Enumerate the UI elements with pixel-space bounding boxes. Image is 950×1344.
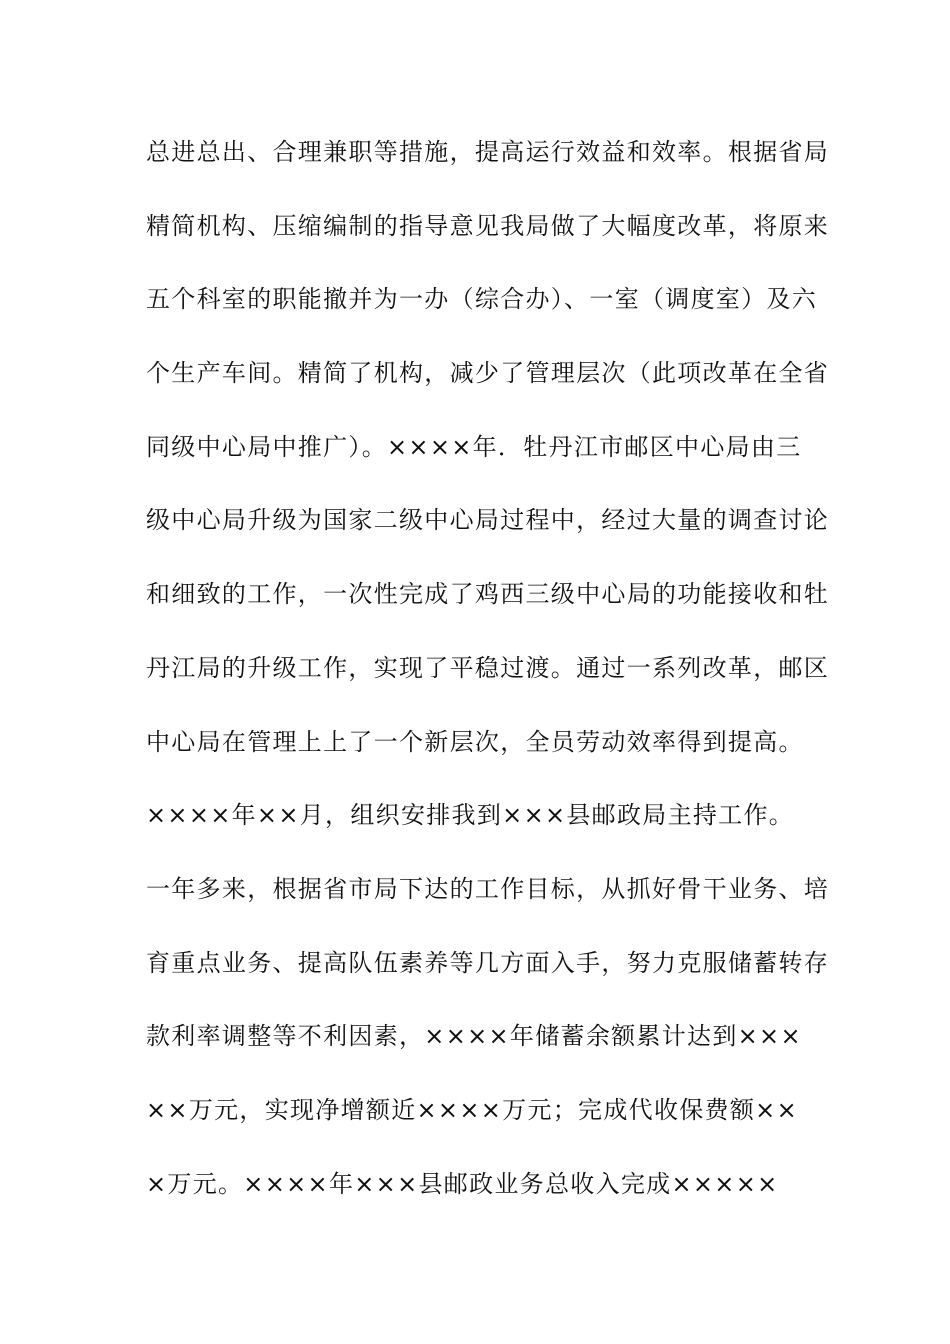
text-line: 和细致的工作，一次性完成了鸡西三级中心局的功能接收和牡 xyxy=(146,580,830,609)
text-line: 五个科室的职能撤并为一办（综合办）、一室（调度室）及六 xyxy=(146,285,818,314)
text-line: 总进总出、合理兼职等措施，提高运行效益和效率。根据省局 xyxy=(146,138,830,166)
text-line: 款利率调整等不利因素，××××年储蓄余额累计达到××× xyxy=(146,1022,802,1051)
text-line: 一年多来，根据省市局下达的工作目标，从抓好骨干业务、培 xyxy=(146,874,830,903)
text-line: ×万元。××××年×××县邮政业务总收入完成××××× xyxy=(146,1169,779,1198)
text-line: 育重点业务、提高队伍素养等几方面入手，努力克服储蓄转存 xyxy=(146,948,830,977)
text-line: 精简机构、压缩编制的指导意见我局做了大幅度改革，将原来 xyxy=(146,211,830,240)
text-line: 同级中心局中推广）。××××年．牡丹江市邮区中心局由三 xyxy=(146,432,802,461)
text-line: 级中心局升级为国家二级中心局过程中，经过大量的调查讨论 xyxy=(146,506,830,535)
text-line: ××××年××月，组织安排我到×××县邮政局主持工作。 xyxy=(146,801,795,830)
text-line: 丹江局的升级工作，实现了平稳过渡。通过一系列改革，邮区 xyxy=(146,653,830,682)
body-text xyxy=(146,126,830,1231)
text-line: 中心局在管理上上了一个新层次，全员劳动效率得到提高。 xyxy=(146,727,804,756)
text-line: ××万元，实现净增额近××××万元；完成代收保费额×× xyxy=(146,1095,798,1124)
text-line: 个生产车间。精简了机构，减少了管理层次（此项改革在全省 xyxy=(146,359,830,388)
